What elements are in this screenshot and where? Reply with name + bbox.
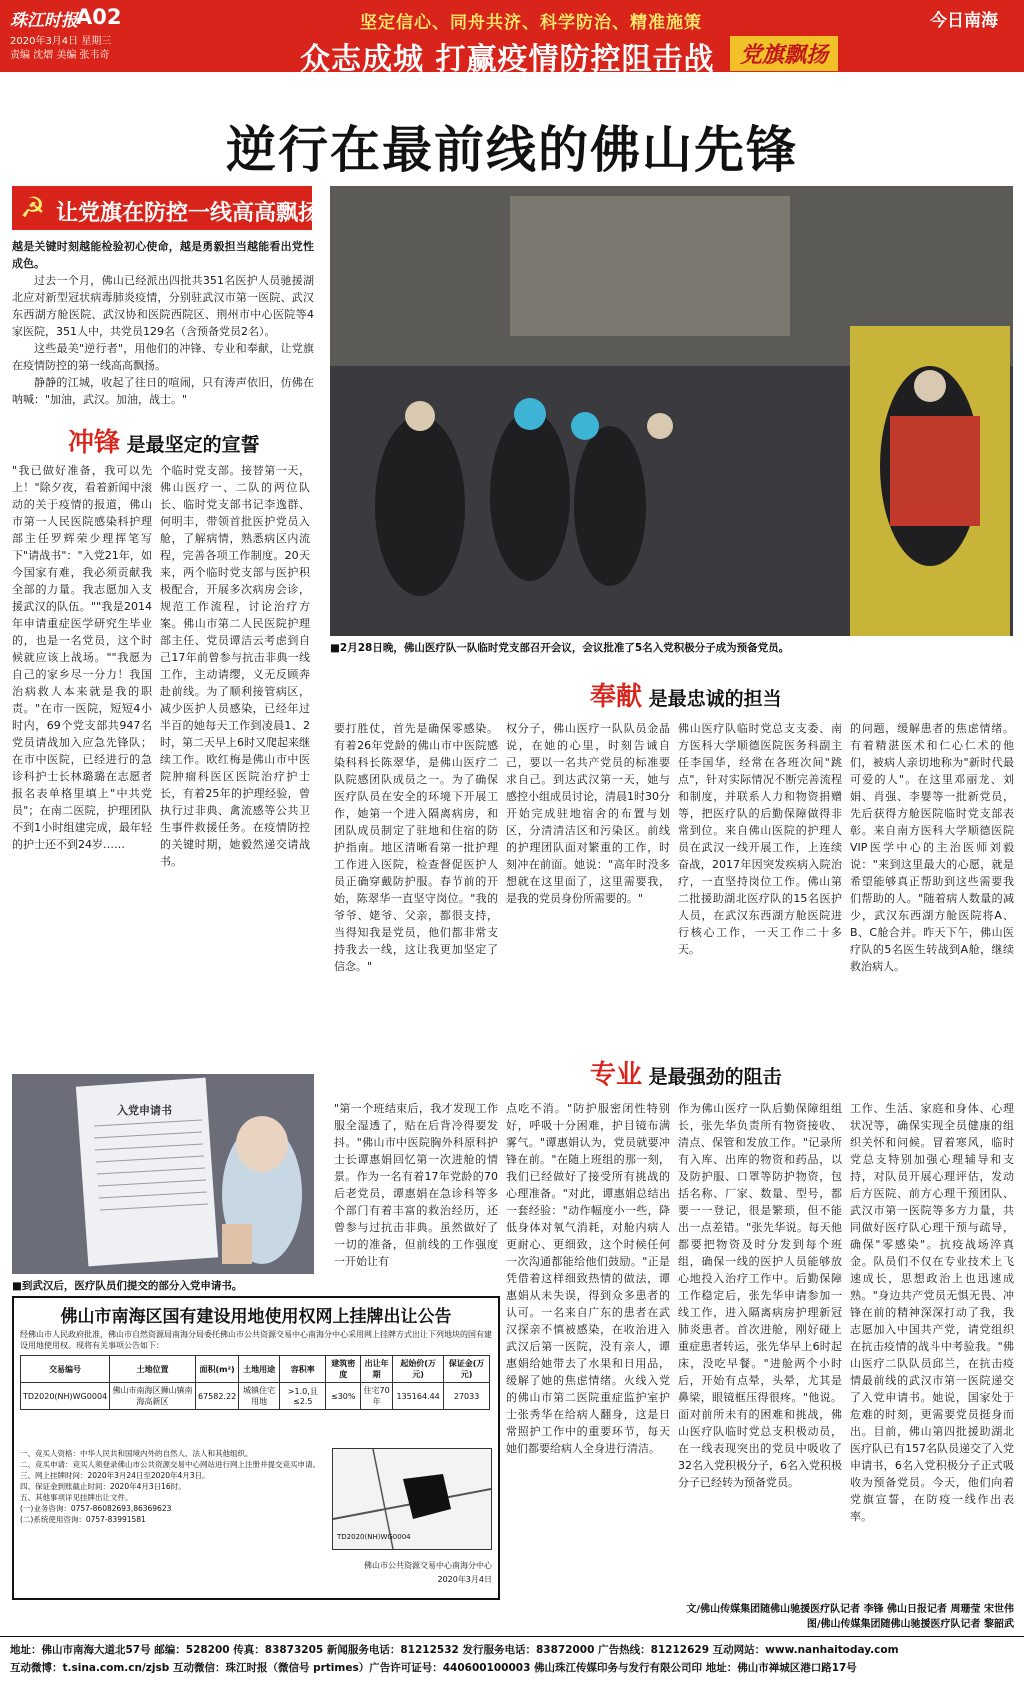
table-cell: 佛山市南海区狮山镇南海高新区 — [110, 1383, 196, 1410]
table-cell: 27033 — [444, 1383, 490, 1410]
section-heading-3-key: 专业 — [590, 1060, 643, 1090]
issue-date: 2020年3月4日 星期三 — [10, 36, 112, 47]
intro-lead: 越是关键时刻越能检验初心使命，越是勇毅担当越能看出党性成色。 — [12, 240, 314, 270]
table-cell: >1.0,且≤2.5 — [280, 1383, 326, 1410]
article-column-8: 点吃不消。"防护服密闭性特别好，呼吸十分困难，护目镜布满雾气。"谭惠娟认为，党员就要冲锋在前。"在随上班组的那一刻，我们已经做好了接受所有挑战的心理准备。"对此，谭惠娟总结出一套经验："动作幅度小一些，降低身体对氧气消耗，对舱内病人更耐心、更细致，这个时候任何一次沟通都能给他们鼓励。"正是凭借着这样细致热情的做法，谭惠娟从未失误，得到众多患者的认可。一名来自广东的患者在武汉探亲不慎被感染，在收治进入武汉后第一医院，没有亲人，谭惠娟给她带去了水果和日用品，缓解了她的焦虑情绪。火线入党的佛山市第二医院重症监护室护士张秀华在给病人翻身，这是日常照护工作中的重要环节，每天她们都要给病人全身进行清洁。 — [506, 1102, 670, 1455]
footer-divider — [0, 1636, 1024, 1637]
article-column-5: 佛山医疗队临时党总支支委、南方医科大学顺德医院医务科副主任李国华，经常在各班次间"跳点"，针对实际情况不断完善流程和制度，并联系人力和物资捐赠等，把医疗队的后勤保障做得非常到位。来自佛山医院的护理人员在武汉一线开展工作，上连续奋战，2017年因突发疾病入院治疗，一直坚持岗位工作。佛山第二批援助湖北医疗队的15名医护人员，在武汉东西湖方舱医院进行核心工作，一天工作二十多天。 — [678, 722, 842, 956]
application-paper-title: 入党申请书 — [117, 1104, 172, 1117]
article-column-7: "第一个班结束后，我才发现工作服全湿透了，贴在后背冷得要发抖。"佛山市中医院胸外科原科护士长谭惠娟回忆第一次进舱的情景。作为一名有着17年党龄的70后老党员，谭惠娟在急诊科等多个部门有着丰富的救治经历，还曾参与过抗击非典。虽然做好了一切的准备，但前线的工作强度一开始让有 — [334, 1102, 498, 1268]
article-column-1: "我已做好准备，我可以先上！"除夕夜，看着新闻中滚动的关于疫情的报道，佛山市第一人民医院感染科护理部主任罗辉荣少理挥笔写下"请战书"："入党21年，如今国家有难，我必须贡献我全部的力量。我志愿加入支援武汉的队伍。""我是2014年申请重症医学研究生毕业的，也是一名党员，这个时候就应该上战场。""我愿为自己的家乡尽一分力！我国治病救人本来就是我的职责。"在市一医院，短短4小时内，69个党支部共947名党员请战加入应急先锋队；在市中医院，已经进行的急诊科护士长林璐璐在志愿者报名表单格里填上"中共党员"；在南二医院，护理团队不到1小时组建完成，最年轻的护士还不到24岁…… — [12, 464, 152, 851]
table-cell: ≤30% — [326, 1383, 361, 1410]
table-cell: TD2020(NH)WG0004 — [21, 1383, 110, 1410]
newspaper-logo: 珠江时报 — [10, 11, 78, 31]
article-credit: 文/佛山传媒集团随佛山驰援医疗队记者 李锋 佛山日报记者 周珊莹 宋世伟 图/佛山传媒集团随佛山驰援医疗队记者 黎韶武 — [686, 1604, 1014, 1630]
notice-line: 一、竞买人资格：中华人民共和国境内外的自然人、法人和其他组织。 — [20, 1449, 253, 1458]
site-map-label: TD2020(NH)WG0004 — [337, 1533, 411, 1541]
table-header: 土地位置 — [110, 1356, 196, 1383]
table-header: 交易编号 — [21, 1356, 110, 1383]
article-column-10: 工作、生活、家庭和身体、心理状况等，确保实现全员健康的组织关怀和问候。冒着寒风，临时党总支特别加强心理辅导和支持，对队员开展心理评估，发动后方医院、前方心理干预团队、武汉市第一医院等多方力量，共同做好医疗队心理干预与疏导，确保"零感染"。抗疫战场淬真金。队员们不仅在专业技术上飞速成长，思想政治上也迅速成熟。"身边共产党员无惧无畏、冲锋在前的精神深深打动了我，我志愿加入中国共产党，请党组织在抗击疫情的战斗中考验我。"佛山医疗二队队员邱兰，在抗击疫情最前线的武汉市第一医院递交了入党申请书。她说，国家处于危难的时刻，更需要党员挺身而出。目前，佛山第四批援助湖北医疗队已有157名队员递交了入党申请书，6名入党积极分子正式吸收为预备党员。今天，他们向着党旗宣誓，在防疫一线作出表率。 — [850, 1102, 1014, 1523]
article-column-9: 作为佛山医疗一队后勤保障组组长，张先华负责所有物资接收、清点、保管和发放工作。"记录所有入库、出库的物资和药品，以及防护服、口罩等防护物资，包括名称、厂家、数量、型号，都要一一登记，很是繁琐，但不能出一点差错。"张先华说。每天他都要把物资及时分发到每个班组，确保一线的医护人员能够放心地投入治疗工作中。后勤保障工作稳定后，张先华申请参加一线工作，进入隔离病房护理新冠肺炎患者。首次进舱，刚好碰上重症患者转运，张先华早上6时起床，没吃早餐。"进舱两个小时后，开始有点晕，头晕，尤其是鼻梁，眼镜框压得很疼。"他说。面对前所未有的困难和挑战，佛山医疗队临时党总支积极动员，在一线表现突出的党员中吸收了32名入党积极分子，6名入党积极分子已经转为预备党员。 — [678, 1102, 842, 1489]
slogan-main: 众志成城 打赢疫情防控阻击战 — [300, 42, 715, 77]
table-header: 起始价(万元) — [393, 1356, 444, 1383]
land-auction-notice — [12, 1296, 500, 1600]
section-heading-2-key: 奉献 — [590, 682, 643, 712]
notice-line: 五、其他事项详见挂牌出让文件。 — [20, 1493, 133, 1502]
notice-table — [20, 1355, 490, 1410]
application-photo-caption: ■到武汉后，医疗队员们提交的部分入党申请书。 — [12, 1280, 243, 1292]
section-heading-1-rest: 是最坚定的宣誓 — [126, 434, 260, 456]
intro-para-2: 这些最美"逆行者"，用他们的冲锋、专业和奉献，让党旗在疫情防控的第一线高高飘扬。 — [12, 342, 314, 372]
notice-contact-2: (二)系统使用咨询：0757-83991581 — [20, 1515, 146, 1524]
table-row — [21, 1383, 490, 1410]
table-header: 建筑密度 — [326, 1356, 361, 1383]
editor-credit: 责编 沈熠 美编 张韦奇 — [10, 50, 110, 61]
notice-signature: 佛山市公共资源交易中心南海分中心 — [364, 1561, 492, 1570]
banner-text: 让党旗在防控一线高高飘扬 — [56, 201, 321, 226]
section-heading-1-key: 冲锋 — [68, 428, 121, 458]
table-cell: 67582.22 — [195, 1383, 238, 1410]
meeting-photo-graphic — [330, 186, 1013, 636]
meeting-photo-caption: ■2月28日晚，佛山医疗队一队临时党支部召开会议，会议批准了5名入党积极分子成为预备党员。 — [330, 642, 790, 654]
section-heading-3 — [590, 1054, 782, 1091]
notice-title: 佛山市南海区国有建设用地使用权网上挂牌出让公告 — [60, 1307, 452, 1327]
section-name: 今日南海 — [930, 11, 998, 31]
section-heading-2 — [590, 676, 782, 713]
table-cell: 135164.44 — [393, 1383, 444, 1410]
footer-line-2: 互动微博：t.sina.com.cn/zjsb 互动微信：珠江时报（微信号 prtimes）广告许可证号：440600100003 佛山珠江传媒印务与发行有限公司印 地址：佛山市禅城区港口路17号 — [10, 1662, 857, 1674]
slogan-top: 坚定信心、同舟共济、科学防治、精准施策 — [360, 13, 702, 33]
page-headline: 逆行在最前线的佛山先锋 — [226, 121, 798, 179]
hammer-sickle-icon: ☭ — [20, 191, 46, 224]
table-header-row — [21, 1356, 490, 1383]
section-heading-3-rest: 是最强劲的阻击 — [648, 1066, 782, 1088]
notice-terms — [20, 1448, 320, 1525]
notice-contact-1: (一)业务咨询：0757-86082693,86369623 — [20, 1504, 172, 1513]
table-header: 容积率 — [280, 1356, 326, 1383]
table-header: 面积(m²) — [195, 1356, 238, 1383]
article-column-3: 要打胜仗，首先是确保零感染。有着26年党龄的佛山市中医院感染科科长陈翠华，是佛山医疗二队院感团队成员之一。为了确保医疗队员在安全的环境下开展工作，她第一个进入隔离病房，和团队成员制定了驻地和住宿的防护指南。地区清晰看第一批护理工作进入医院，检查督促医护人员正确穿戴防护服。春节前的开始，陈翠华一直坚守岗位。"我的爷爷、姥爷、父亲，都很支持，当得知我是党员，他们都非常支持我去一线，这让我更加坚定了信念。" — [334, 722, 498, 973]
table-header: 出让年期 — [361, 1356, 393, 1383]
table-cell: 城镇住宅用地 — [239, 1383, 280, 1410]
notice-intro: 经佛山市人民政府批准，佛山市自然资源局南海分局委托佛山市公共资源交易中心南海分中心采用网上挂牌方式出让下列地块的国有建设用地使用权。现将有关事项公告如下： — [20, 1330, 492, 1350]
column-badge: 党旗飘扬 — [730, 36, 838, 71]
section-heading-2-rest: 是最忠诚的担当 — [648, 688, 782, 710]
notice-line: 四、保证金到账截止时间：2020年4月3日16时。 — [20, 1482, 186, 1491]
meeting-photo — [330, 186, 1013, 636]
section-heading-1 — [68, 422, 260, 459]
article-column-6: 的问题，缓解患者的焦虑情绪。有着精湛医术和仁心仁术的他们，被病人亲切地称为"新时代最可爱的人"。在这里邓丽龙、刘娟、肖强、李婴等一批新党员，先后获得方舱医院临时党支部表彰。来自南方医科大学顺德医院VIP医学中心的主治医师刘毅说："来到这里最大的心愿，就是希望能够真正帮助到这些需要我们帮助的人。"随着病人数量的减少，武汉东西湖方舱医院将A、B、C舱合并。昨天下午，佛山医疗队的5名医生转战到A舱，继续救治病人。 — [850, 722, 1014, 973]
intro-para-3: 静静的江城，收起了往日的喧闹，只有涛声依旧，仿佛在呐喊："加油，武汉。加油，战士。" — [12, 376, 314, 406]
footer-line-1: 地址：佛山市南海大道北57号 邮编：528200 传真：83873205 新闻服务电话：81212532 发行服务电话：83872000 广告热线：81212629 互动网站：www.nanhaitoday.com — [10, 1644, 899, 1656]
intro — [12, 238, 314, 408]
article-column-2: 个临时党支部。接替第一天，佛山医疗一、二队的两位队长、临时党支部书记李逸群、何明丰，带领首批医护党员入舱，了解病情，熟悉病区内流程，完善各项工作制度。20天来，两个临时党支部与医护积极配合，开展多次病房会诊，规范工作流程，讨论治疗方案。佛山市第二人民医院护理部主任、党员谭洁云考虑到自己17年前曾参与抗击非典一线工作，主动请缨，义无反顾奔赴前线。为了顺利接管病区，减少医护人员感染，已经年过半百的她每天工作到凌晨1、2时，第二天早上6时又爬起来继续工作。欧红梅是佛山市中医院肿瘤科医区医院治疗护士长，有着25年的护理经验，曾执行过非典、禽流感等公共卫生事件救援任务。在疫情防控的关键时期，她毅然递交请战书。 — [160, 464, 310, 868]
application-photo — [12, 1074, 314, 1274]
table-header: 保证金(万元) — [444, 1356, 490, 1383]
article-column-4: 权分子，佛山医疗一队队员金晶说，在她的心里，时刻告诫自己，要以一名共产党员的标准要求自己。到达武汉第一天，她与感控小组成员讨论，清晨1时30分开始完成驻地宿舍的布置与划区，分清清洁区和污染区。前线的护理团队面对繁重的工作，时刻冲在前面。她说："高年时没多想就在这里面了，这里需要我，是我的党员身份所需要的。" — [506, 722, 670, 905]
intro-para-1: 过去一个月，佛山已经派出四批共351名医护人员驰援湖北应对新型冠状病毒肺炎疫情，分别驻武汉市第一医院、武汉东西湖方舱医院、武汉协和医院西院区、荆州市中心医院等4家医院，351人中，共党员129名（含预备党员2名）。 — [12, 274, 314, 338]
page-number: A02 — [76, 5, 122, 29]
notice-line: 三、网上挂牌时间：2020年3月24日至2020年4月3日。 — [20, 1471, 210, 1480]
table-cell: 住宅70年 — [361, 1383, 393, 1410]
notice-line: 二、竞买申请：竞买人须登录佛山市公共资源交易中心网站进行网上注册并提交竞买申请。 — [20, 1460, 320, 1469]
notice-date: 2020年3月4日 — [437, 1575, 492, 1584]
table-header: 土地用途 — [239, 1356, 280, 1383]
site-map — [332, 1448, 492, 1550]
